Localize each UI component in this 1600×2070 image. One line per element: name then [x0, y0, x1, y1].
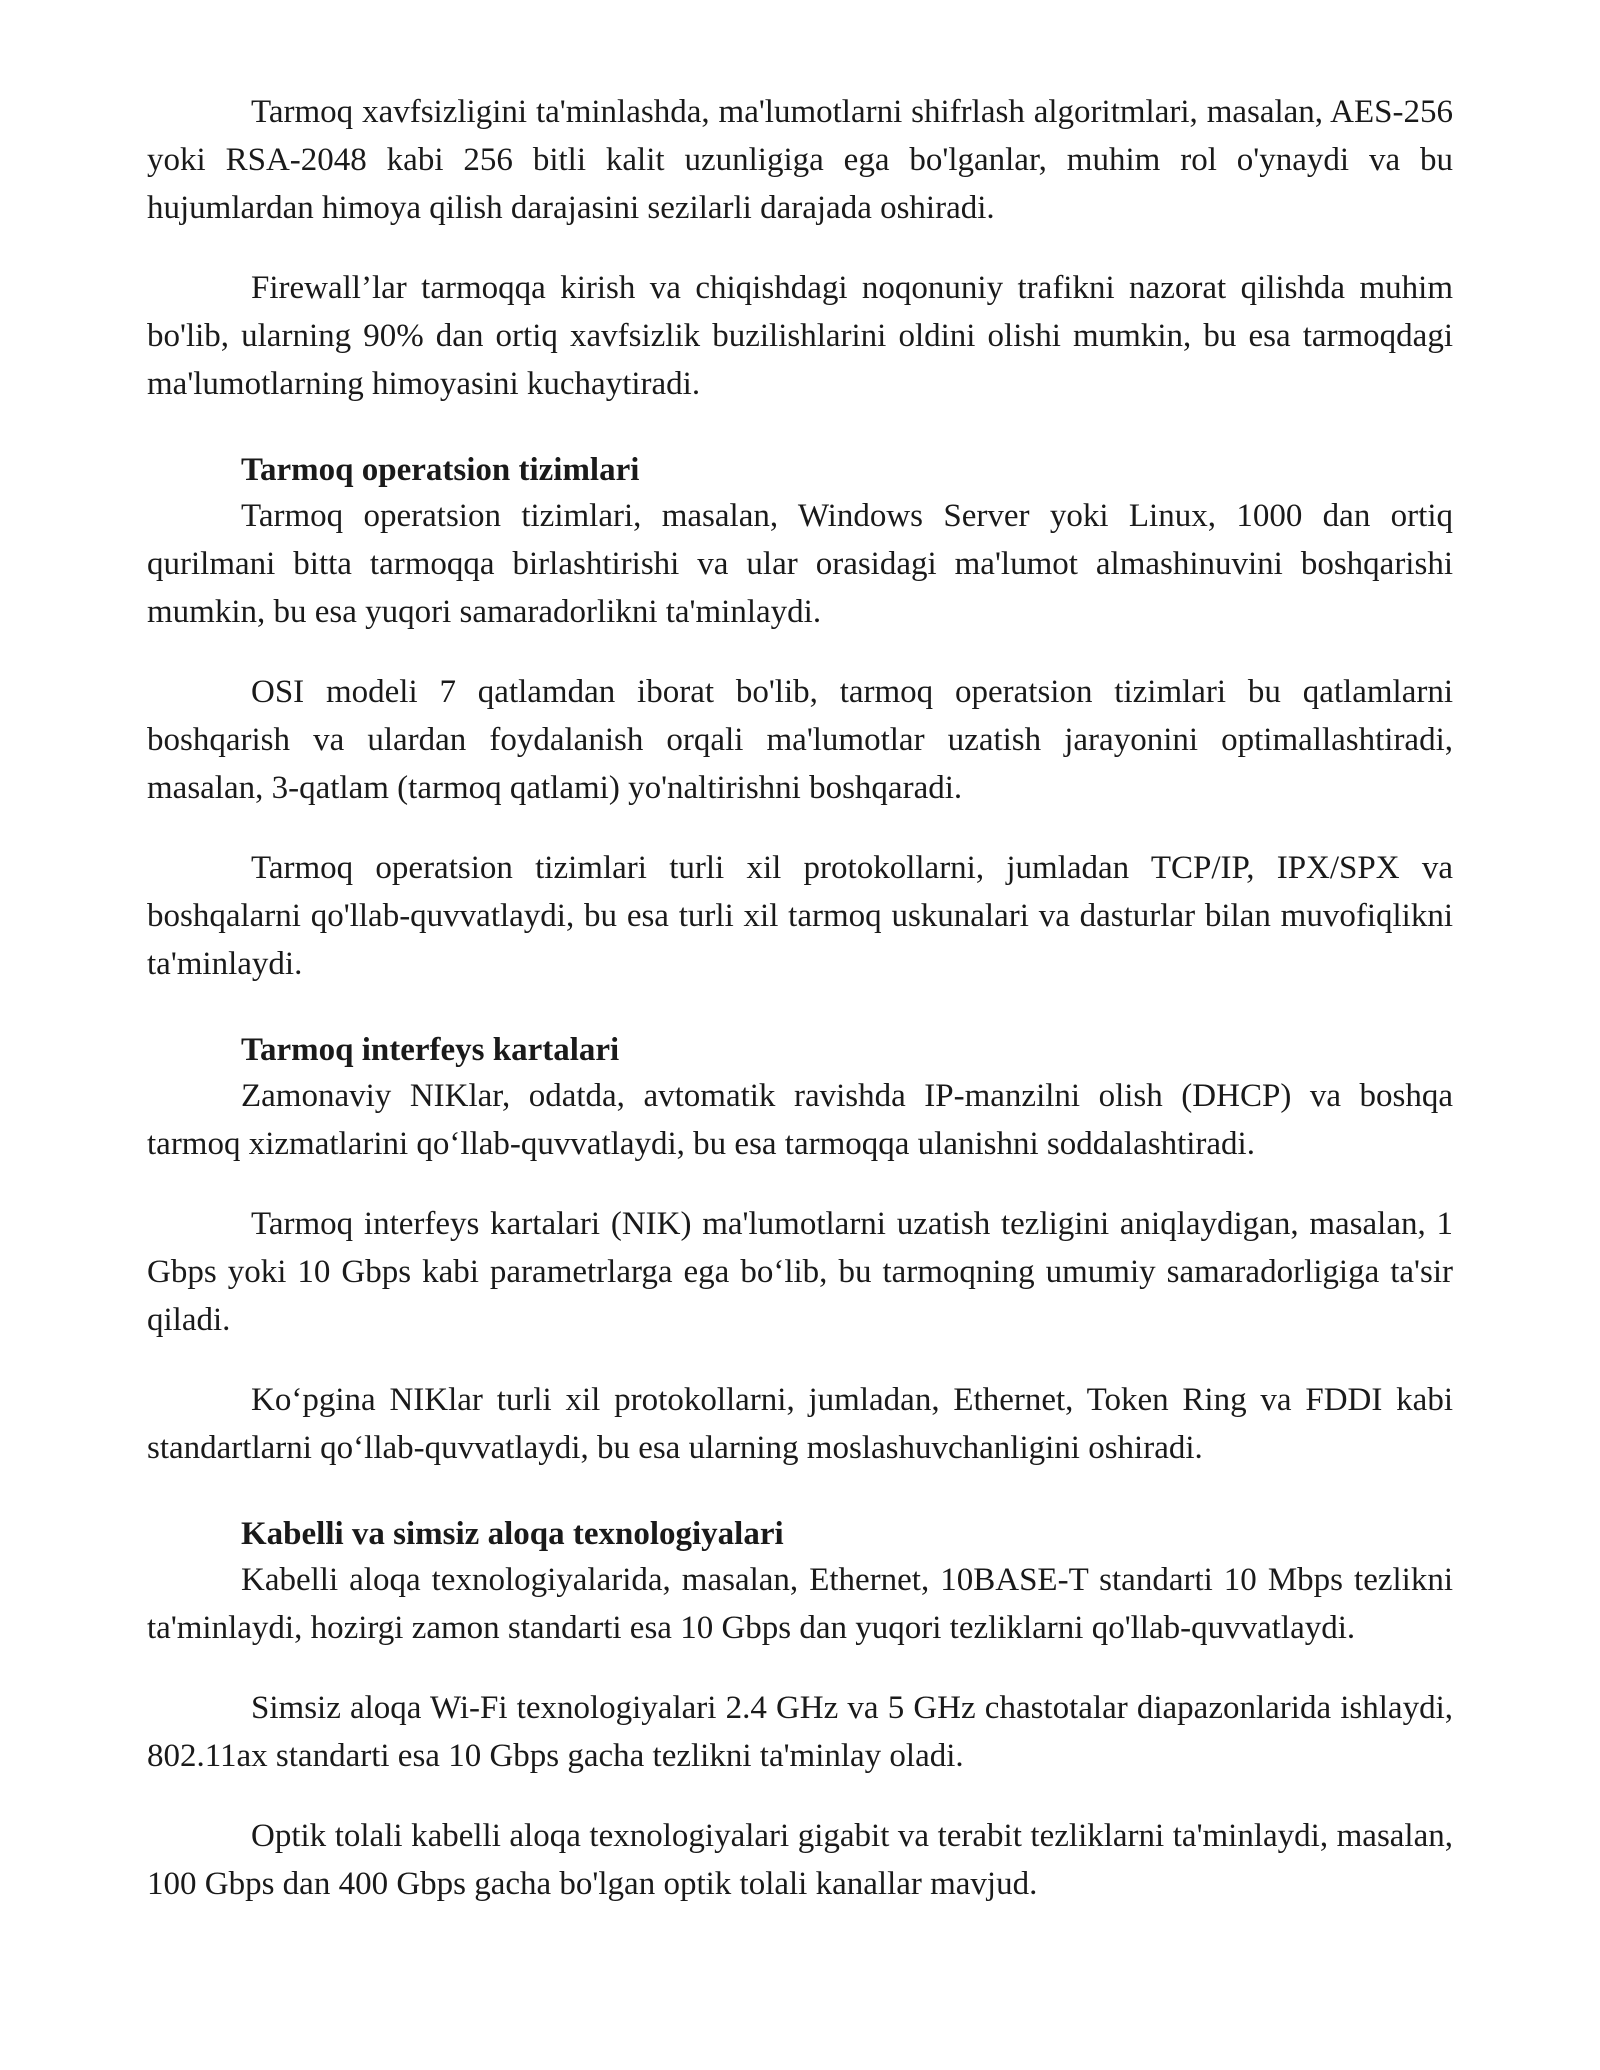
- section-heading: Kabelli va simsiz aloqa texnologiyalari: [241, 1516, 784, 1552]
- section-paragraph: Tarmoq operatsion tizimlari turli xil protokollarni, jumladan TCP/IP, IPX/SPX va boshqalarni qo'llab-quvvatlaydi, bu esa turli xil tarmoq uskunalari va dasturlar bilan muvofiqlikni ta'minlaydi.: [147, 850, 1453, 982]
- section-paragraph: Zamonaviy NIKlar, odatda, avtomatik ravishda IP-manzilni olish (DHCP) va boshqa tarmoq xizmatlarini qo‘llab-quvvatlaydi, bu esa tarmoqqa ulanishni soddalashtiradi.: [147, 1078, 1453, 1162]
- section-wired-wireless: [147, 1512, 1453, 1908]
- document-page: [147, 88, 1453, 1908]
- intro-paragraph-2: Firewall’lar tarmoqqa kirish va chiqishdagi noqonuniy trafikni nazorat qilishda muhim bo'lib, ularning 90% dan ortiq xavfsizlik buzilishlarini oldini olishi mumkin, bu esa tarmoqdagi ma'lumotlarning himoyasini kuchaytiradi.: [147, 270, 1453, 402]
- section-paragraph: Simsiz aloqa Wi-Fi texnologiyalari 2.4 GHz va 5 GHz chastotalar diapazonlarida ishlaydi, 802.11ax standarti esa 10 Gbps gacha tezlikni ta'minlay oladi.: [147, 1690, 1453, 1774]
- section-paragraph: Optik tolali kabelli aloqa texnologiyalari gigabit va terabit tezliklarni ta'minlaydi, masalan, 100 Gbps dan 400 Gbps gacha bo'lgan optik tolali kanallar mavjud.: [147, 1818, 1453, 1902]
- section-heading: Tarmoq operatsion tizimlari: [241, 452, 640, 488]
- section-heading: Tarmoq interfeys kartalari: [241, 1032, 620, 1068]
- section-network-os: [147, 448, 1453, 988]
- section-paragraph: Tarmoq interfeys kartalari (NIK) ma'lumotlarni uzatish tezligini aniqlaydigan, masalan, 1 Gbps yoki 10 Gbps kabi parametrlarga ega bo‘lib, bu tarmoqning umumiy samaradorligiga ta'sir qiladi.: [147, 1206, 1453, 1338]
- section-network-interface-cards: [147, 1028, 1453, 1472]
- section-paragraph: Kabelli aloqa texnologiyalarida, masalan, Ethernet, 10BASE-T standarti 10 Mbps tezlikni ta'minlaydi, hozirgi zamon standarti esa 10 Gbps dan yuqori tezliklarni qo'llab-quvvatlaydi.: [147, 1562, 1453, 1646]
- intro-paragraph-1: Tarmoq xavfsizligini ta'minlashda, ma'lumotlarni shifrlash algoritmlari, masalan, AES-256 yoki RSA-2048 kabi 256 bitli kalit uzunligiga ega bo'lganlar, muhim rol o'ynaydi va bu hujumlardan himoya qilish darajasini sezilarli darajada oshiradi.: [147, 94, 1453, 226]
- section-paragraph: Ko‘pgina NIKlar turli xil protokollarni, jumladan, Ethernet, Token Ring va FDDI kabi standartlarni qo‘llab-quvvatlaydi, bu esa ularning moslashuvchanligini oshiradi.: [147, 1382, 1453, 1466]
- section-paragraph: OSI modeli 7 qatlamdan iborat bo'lib, tarmoq operatsion tizimlari bu qatlamlarni boshqarish va ulardan foydalanish orqali ma'lumotlar uzatish jarayonini optimallashtiradi, masalan, 3-qatlam (tarmoq qatlami) yo'naltirishni boshqaradi.: [147, 674, 1453, 806]
- section-paragraph: Tarmoq operatsion tizimlari, masalan, Windows Server yoki Linux, 1000 dan ortiq qurilmani bitta tarmoqqa birlashtirishi va ular orasidagi ma'lumot almashinuvini boshqarishi mumkin, bu esa yuqori samaradorlikni ta'minlaydi.: [147, 498, 1453, 630]
